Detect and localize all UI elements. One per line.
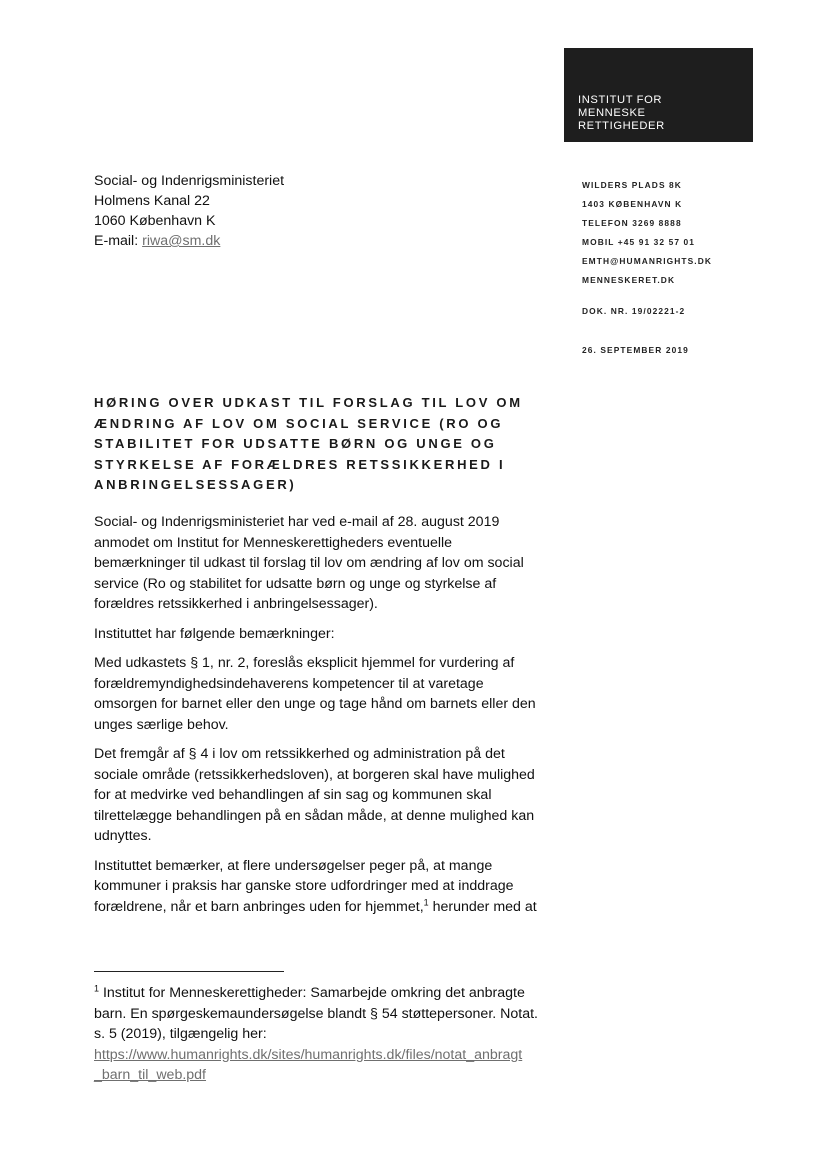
email-label: E-mail: [94, 233, 143, 249]
institute-logo [564, 48, 753, 142]
document-number: DOK. NR. 19/02221-2 [582, 306, 686, 316]
footnote-text: Institut for Menneskerettigheder: Samarbejde omkring det anbragte [99, 985, 525, 1001]
heading-line: ANBRINGELSESSAGER) [94, 477, 297, 492]
email-link[interactable]: riwa@sm.dk [142, 233, 221, 249]
logo-line: INSTITUT FOR [578, 94, 663, 106]
recipient-city: 1060 København K [94, 213, 216, 229]
text-line: Instituttet har følgende bemærkninger: [94, 625, 335, 642]
document-heading [94, 393, 564, 496]
logo-line: MENNESKE [578, 107, 646, 119]
footnote-link[interactable]: https://www.humanrights.dk/sites/humanrights.dk/files/notat_anbragt [94, 1046, 523, 1063]
paragraph-remarks [94, 624, 564, 645]
contact-website: MENNESKERET.DK [582, 275, 676, 285]
text-line: udnyttes. [94, 828, 152, 844]
text-line: omsorgen for barnet eller den unge og tage hånd om barnets eller den [94, 696, 536, 712]
text-line: Det fremgår af § 4 i lov om retssikkerhed og administration på det [94, 746, 505, 762]
contact-city: 1403 KØBENHAVN K [582, 199, 683, 209]
text-line: Med udkastets § 1, nr. 2, foreslås eksplicit hjemmel for vurdering af [94, 655, 515, 671]
text-line: bemærkninger til udkast til forslag til lov om ændring af lov om social [94, 555, 524, 571]
footnote-marker: 1 [94, 983, 100, 994]
sender-contact [582, 176, 712, 290]
footnote-line: barn. En spørgeskemaundersøgelse blandt § 54 støttepersoner. Notat. [94, 1005, 538, 1022]
heading-line: STABILITET FOR UDSATTE BØRN OG UNGE OG [94, 436, 497, 451]
logo-line: RETTIGHEDER [578, 120, 665, 132]
contact-mobile: MOBIL +45 91 32 57 01 [582, 237, 696, 247]
footnote-link-continued[interactable]: _barn_til_web.pdf [94, 1067, 207, 1083]
text-line: sociale område (retssikkerhedsloven), at borgeren skal have mulighed [94, 766, 535, 783]
footnote-line: s. 5 (2019), tilgængelig her: [94, 1026, 267, 1042]
footnote-line [94, 983, 564, 1004]
paragraph-surveys [94, 856, 564, 918]
document-date: 26. SEPTEMBER 2019 [582, 345, 689, 355]
heading-line: ÆNDRING AF LOV OM SOCIAL SERVICE (RO OG [94, 415, 504, 431]
text-line: kommuner i praksis har ganske store udfordringer med at inddrage [94, 878, 514, 894]
heading-line: HØRING OVER UDKAST TIL FORSLAG TIL LOV OM [94, 395, 523, 410]
recipient-street: Holmens Kanal 22 [94, 193, 210, 209]
footnote-reference: 1 [423, 896, 429, 907]
recipient-name: Social- og Indenrigsministeriet [94, 173, 285, 189]
heading-line: STYRKELSE AF FORÆLDRES RETSSIKKERHED I [94, 456, 506, 472]
contact-email: EMTH@HUMANRIGHTS.DK [582, 256, 713, 266]
contact-phone: TELEFON 3269 8888 [582, 218, 682, 228]
footnote [94, 983, 564, 1086]
contact-address: WILDERS PLADS 8K [582, 180, 682, 190]
text-line [94, 897, 564, 918]
text-line: tilrettelægge behandlingen på en sådan måde, at denne mulighed kan [94, 807, 535, 824]
text-line: for at medvirke ved behandlingen af sin sag og kommunen skal [94, 787, 492, 803]
footnote-divider [94, 971, 284, 972]
letter-body [94, 512, 564, 926]
recipient-address [94, 171, 284, 251]
text-line: unges særlige behov. [94, 716, 229, 733]
text-line: Instituttet bemærker, at flere undersøgelser peger på, at mange [94, 857, 493, 874]
paragraph-intro [94, 512, 564, 615]
text-segment: herunder med at [428, 898, 537, 915]
paragraph-section-4 [94, 744, 564, 847]
paragraph-section-1 [94, 653, 564, 735]
recipient-email-line [94, 231, 284, 251]
text-line: service (Ro og stabilitet for udsatte børn og unge og styrkelse af [94, 575, 497, 592]
text-line: forældres retssikkerhed i anbringelsessager). [94, 596, 378, 612]
text-segment: forældrene, når et barn anbringes uden for hjemmet, [94, 898, 424, 915]
text-line: Social- og Indenrigsministeriet har ved e-mail af 28. august 2019 [94, 514, 500, 530]
text-line: anmodet om Institut for Menneskerettigheders eventuelle [94, 534, 453, 551]
text-line: forældremyndighedsindehaverens kompetencer til at varetage [94, 675, 484, 692]
